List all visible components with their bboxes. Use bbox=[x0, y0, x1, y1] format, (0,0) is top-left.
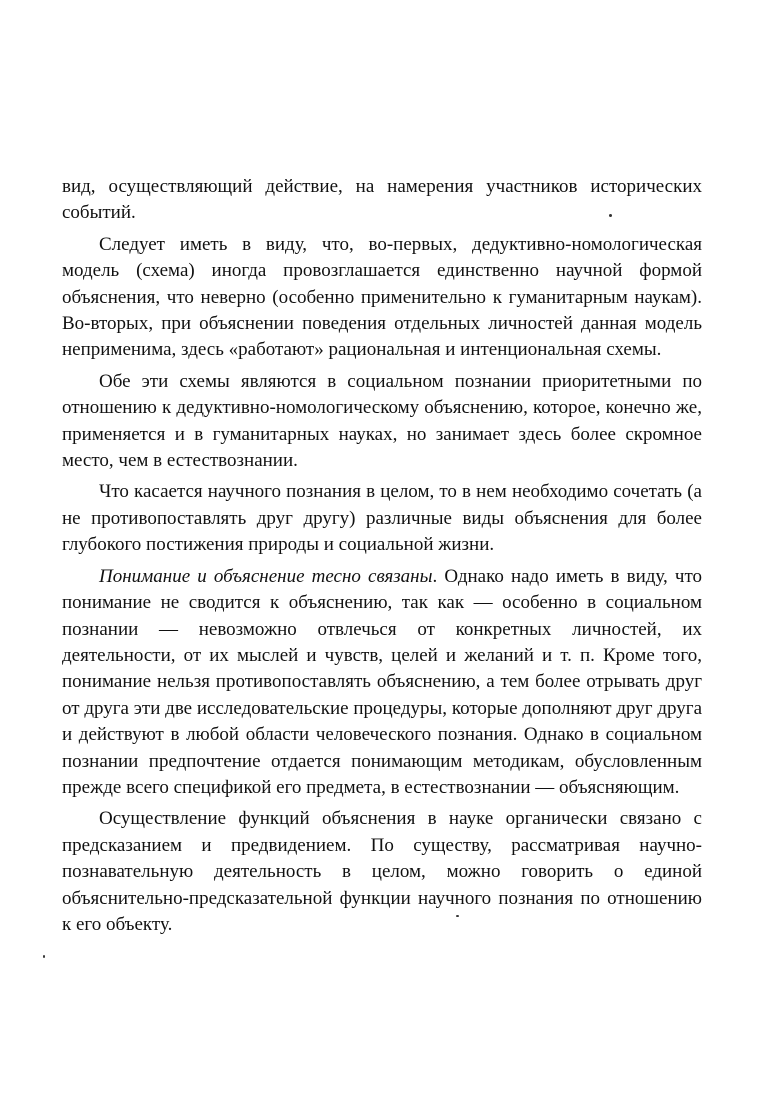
paragraph-combine-explanations: Что касается научного познания в целом, то в нем необходимо сочетать (а не противопоставлять друг другу) различные виды объяснения для более глубокого постижения природы и социальной жизни. bbox=[62, 481, 702, 556]
paragraph-priority-schemes: Обе эти схемы являются в социальном познании приоритетными по отношению к дедуктивно-номологическому объяснению, которое, конечно же, применяется и в гуманитарных науках, но занимает здесь более скромное место, чем в естествознании. bbox=[62, 370, 702, 472]
paragraph-prediction: Осуществление функций объяснения в науке органически связано с предсказанием и предвидением. По существу, рассматривая научно-познавательную деятельность в целом, можно говорить о единой объяснительно-предсказательной функции научного познания по отношению к его объекту. bbox=[62, 808, 702, 935]
italic-phrase: Понимание и объяснение тесно связаны bbox=[99, 565, 433, 587]
paragraph-understanding-explanation bbox=[62, 564, 702, 802]
page-body-text bbox=[62, 174, 702, 943]
scan-speck bbox=[456, 915, 459, 917]
scan-speck bbox=[43, 955, 45, 958]
scan-speck bbox=[609, 214, 612, 217]
paragraph-deductive-model: Следует иметь в виду, что, во-первых, дедуктивно-номологическая модель (схема) иногда провозглашается единственно научной формой объяснения, что неверно (особенно применительно к гуманитарным наукам). Во-вторых, при объяснении поведения отдельных личностей данная модель неприменима, здесь «работают» рациональная и интенциональная схемы. bbox=[62, 233, 702, 361]
paragraph-continuation: вид, осуществляющий действие, на намерения участников исторических событий. bbox=[62, 176, 702, 224]
paragraph-text: . Однако надо иметь в виду, что понимание не сводится к объяснению, так как — особенно в социальном познании — невозможно отвлечься от конкретных личностей, их деятельности, от их мыслей и чувств, целей и желаний и т. п. Кроме того, понимание нельзя противопоставлять объяснению, а тем более отрывать друг от друга эти две исследовательские процедуры, которые дополняют друг друга и действуют в любой области человеческого познания. Однако в социальном познании предпочтение отдается понимающим методикам, обусловленным прежде всего спецификой его предмета, в естествознании — объясняющим. bbox=[62, 565, 702, 798]
